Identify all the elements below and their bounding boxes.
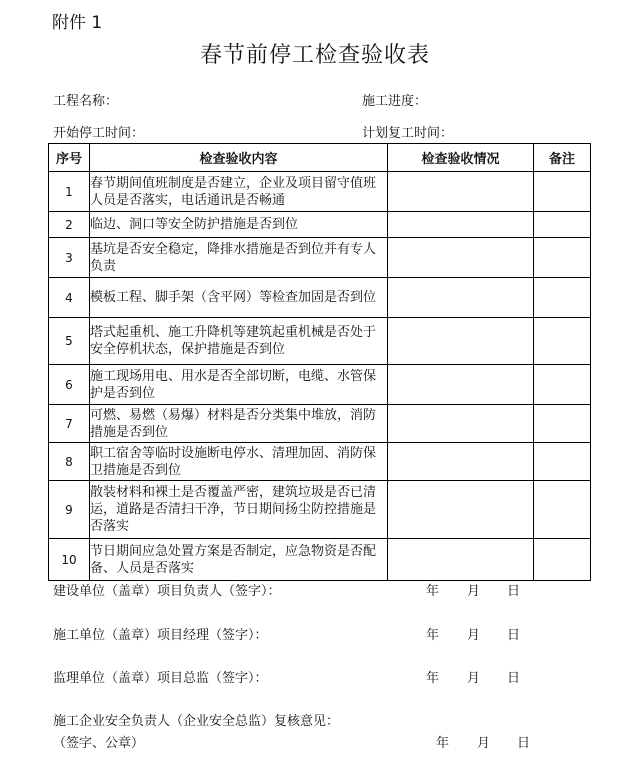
header-no: 序号 [49,144,90,172]
row-number: 6 [49,365,90,405]
header-result: 检查验收情况 [388,144,534,172]
row-remark-cell[interactable] [534,318,591,365]
project-name-label: 工程名称： [53,94,119,109]
table-header-row [49,144,591,172]
year-label: 年 [436,736,450,751]
row-result-cell[interactable] [388,365,534,405]
row-remark-cell[interactable] [534,238,591,278]
row-remark-cell[interactable] [534,365,591,405]
row-result-cell[interactable] [388,405,534,443]
stop-time-label: 开始停工时间： [53,126,145,141]
row-content: 可燃、易燃（易爆）材料是否分类集中堆放，消防措施是否到位 [90,405,388,443]
row-remark-cell[interactable] [534,405,591,443]
row-number: 9 [49,481,90,539]
row-remark-cell[interactable] [534,481,591,539]
year-label: 年 [426,671,440,686]
row-result-cell[interactable] [388,318,534,365]
row-content: 散装材料和裸土是否覆盖严密，建筑垃圾是否已清运，道路是否清扫干净，节日期间扬尘防控措施是否落实 [90,481,388,539]
year-label: 年 [426,628,440,643]
table-row [49,365,591,405]
date-line-3 [426,667,520,686]
day-label: 日 [507,584,521,599]
row-result-cell[interactable] [388,539,534,581]
table-row [49,405,591,443]
table-row [49,172,591,212]
row-result-cell[interactable] [388,443,534,481]
row-content: 施工现场用电、用水是否全部切断，电缆、水管保护是否到位 [90,365,388,405]
row-remark-cell[interactable] [534,212,591,238]
day-label: 日 [517,736,531,751]
row-number: 8 [49,443,90,481]
row-number: 7 [49,405,90,443]
table-row [49,539,591,581]
sign-stamp-label: （签字、公章） [53,736,145,751]
date-line-1 [426,580,520,599]
day-label: 日 [507,628,521,643]
progress-label: 施工进度： [362,94,428,109]
safety-review-label: 施工企业安全负责人（企业安全总监）复核意见： [53,714,340,729]
row-result-cell[interactable] [388,212,534,238]
page-title: 春节前停工检查验收表 [199,43,430,68]
row-content: 职工宿舍等临时设施断电停水、清理加固、消防保卫措施是否到位 [90,443,388,481]
month-label: 月 [467,671,481,686]
table-row [49,481,591,539]
row-result-cell[interactable] [388,278,534,318]
table-row [49,212,591,238]
month-label: 月 [467,584,481,599]
contractor-signature-label: 施工单位（盖章）项目经理（签字）： [53,628,268,643]
row-number: 2 [49,212,90,238]
attachment-label: 附件 1 [52,13,103,33]
row-number: 1 [49,172,90,212]
row-remark-cell[interactable] [534,278,591,318]
row-content: 塔式起重机、施工升降机等建筑起重机械是否处于安全停机状态，保护措施是否到位 [90,318,388,365]
row-number: 4 [49,278,90,318]
table-row [49,278,591,318]
row-remark-cell[interactable] [534,539,591,581]
row-number: 3 [49,238,90,278]
year-label: 年 [426,584,440,599]
row-content: 春节期间值班制度是否建立，企业及项目留守值班人员是否落实，电话通讯是否畅通 [90,172,388,212]
resume-time-label: 计划复工时间： [362,126,454,141]
date-line-2 [426,624,520,643]
row-result-cell[interactable] [388,172,534,212]
table-row [49,238,591,278]
table-row [49,318,591,365]
row-content: 节日期间应急处置方案是否制定，应急物资是否配备、人员是否落实 [90,539,388,581]
month-label: 月 [467,628,481,643]
month-label: 月 [477,736,491,751]
row-result-cell[interactable] [388,481,534,539]
row-result-cell[interactable] [388,238,534,278]
construction-unit-signature-label: 建设单位（盖章）项目负责人（签字）： [53,584,281,599]
day-label: 日 [507,671,521,686]
row-number: 5 [49,318,90,365]
header-content: 检查验收内容 [90,144,388,172]
row-number: 10 [49,539,90,581]
row-content: 模板工程、脚手架（含平网）等检查加固是否到位 [90,278,388,318]
row-remark-cell[interactable] [534,172,591,212]
supervisor-signature-label: 监理单位（盖章）项目总监（签字）： [53,671,268,686]
inspection-table [48,143,591,581]
row-remark-cell[interactable] [534,443,591,481]
header-remark: 备注 [534,144,591,172]
row-content: 基坑是否安全稳定，降排水措施是否到位并有专人负责 [90,238,388,278]
date-line-4 [436,732,530,751]
table-row [49,443,591,481]
row-content: 临边、洞口等安全防护措施是否到位 [90,212,388,238]
